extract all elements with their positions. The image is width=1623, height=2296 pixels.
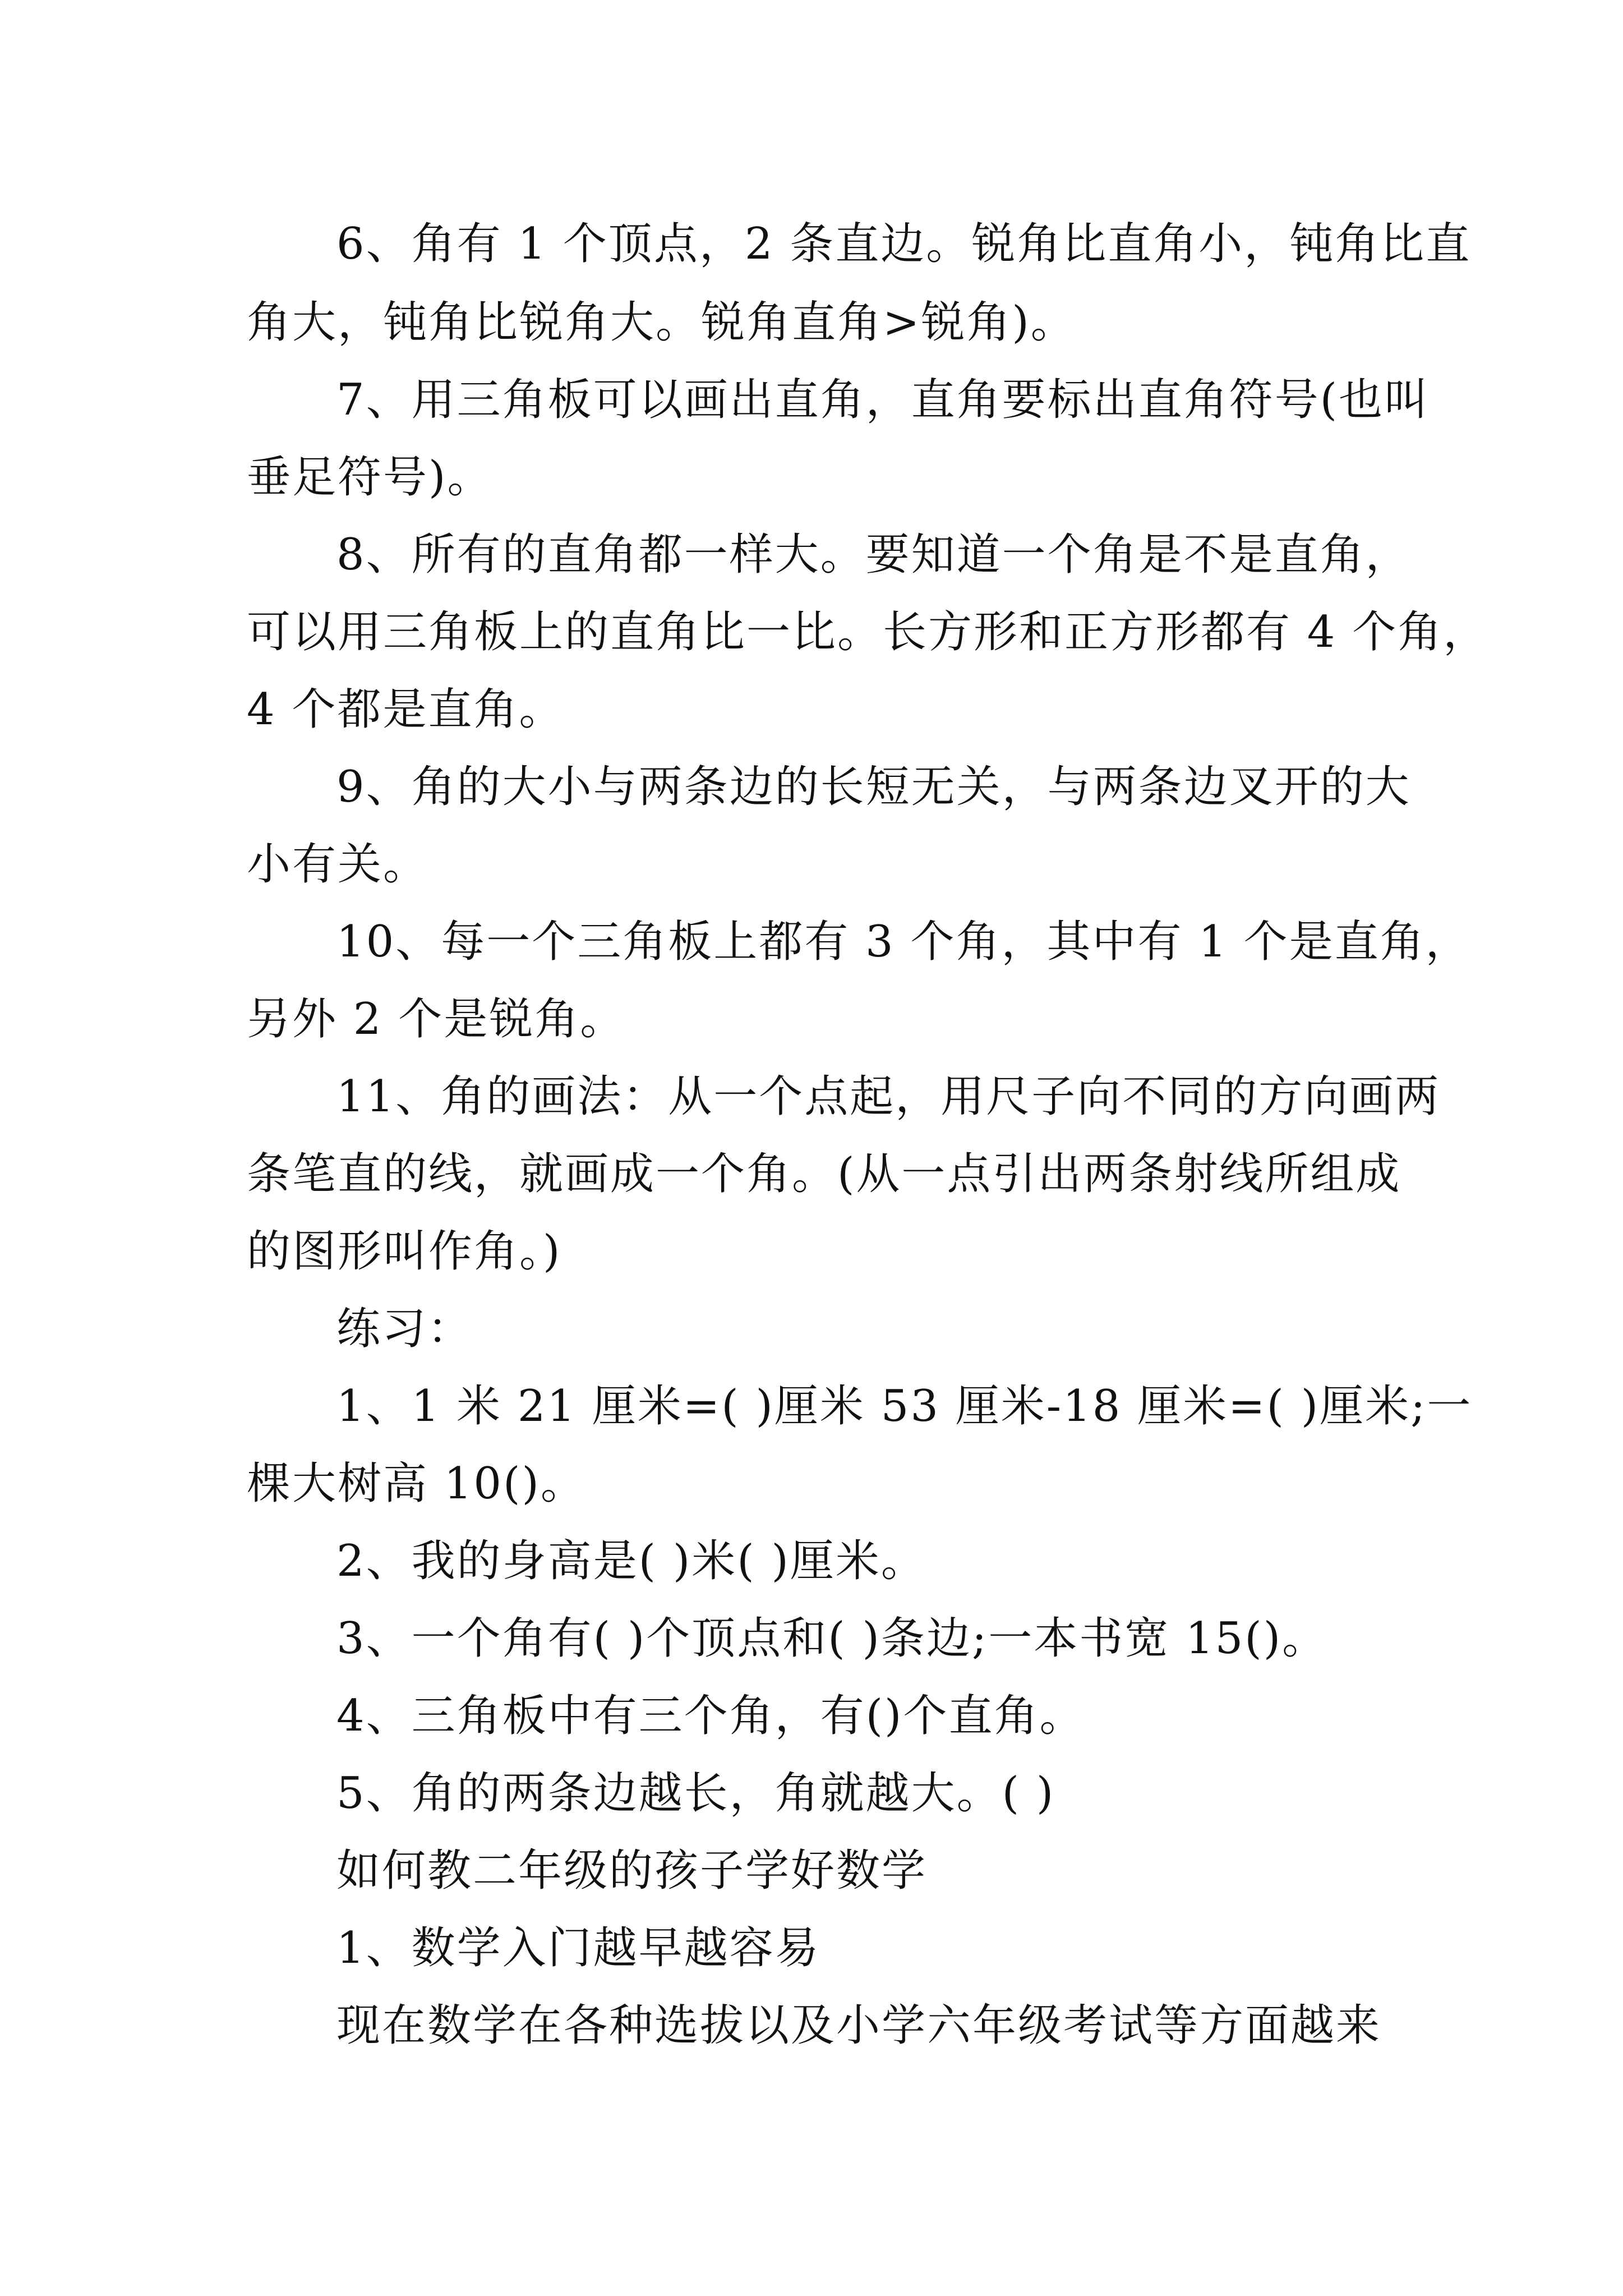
section-heading: 如何教二年级的孩子学好数学 [336, 1846, 928, 1896]
text-line: 5、角的两条边越长，角就越大。( ) [336, 1768, 1055, 1819]
text-line: 垂足符号)。 [247, 452, 493, 503]
text-line: 2、我的身高是( )米( )厘米。 [336, 1536, 926, 1586]
text-line: 可以用三角板上的直角比一比。长方形和正方形都有 4 个角， [247, 607, 1489, 657]
text-line: 棵大树高 10()。 [247, 1458, 586, 1509]
text-line: 现在数学在各种选拔以及小学六年级考试等方面越来 [336, 2000, 1382, 2051]
text-line: 3、一个角有( )个顶点和( )条边;一本书宽 15()。 [336, 1613, 1328, 1664]
text-line: 8、所有的直角都一样大。要知道一个角是不是直角， [336, 530, 1411, 580]
text-line: 9、角的大小与两条边的长短无关，与两条边叉开的大 [336, 762, 1411, 812]
text-line: 4、三角板中有三个角，有()个直角。 [336, 1691, 1085, 1741]
text-line: 6、角有 1 个顶点，2 条直边。锐角比直角小，钝角比直 [336, 219, 1472, 269]
text-line: 4 个都是直角。 [247, 684, 565, 735]
section-heading: 练习： [336, 1304, 473, 1354]
text-line: 角大，钝角比锐角大。锐角直角>锐角)。 [247, 297, 1076, 348]
text-line: 条笔直的线，就画成一个角。(从一点引出两条射线所组成 [247, 1149, 1401, 1199]
text-line: 的图形叫作角。) [247, 1226, 562, 1277]
text-line: 10、每一个三角板上都有 3 个角，其中有 1 个是直角， [336, 917, 1471, 967]
text-line: 1、1 米 21 厘米=( )厘米 53 厘米-18 厘米=( )厘米;一 [336, 1381, 1473, 1432]
text-line: 另外 2 个是锐角。 [247, 994, 626, 1045]
text-line: 1、数学入门越早越容易 [336, 1923, 820, 1973]
text-line: 小有关。 [247, 839, 429, 890]
text-line: 11、角的画法：从一个点起，用尺子向不同的方向画两 [336, 1071, 1441, 1122]
text-line: 7、用三角板可以画出直角，直角要标出直角符号(也叫 [336, 375, 1430, 425]
